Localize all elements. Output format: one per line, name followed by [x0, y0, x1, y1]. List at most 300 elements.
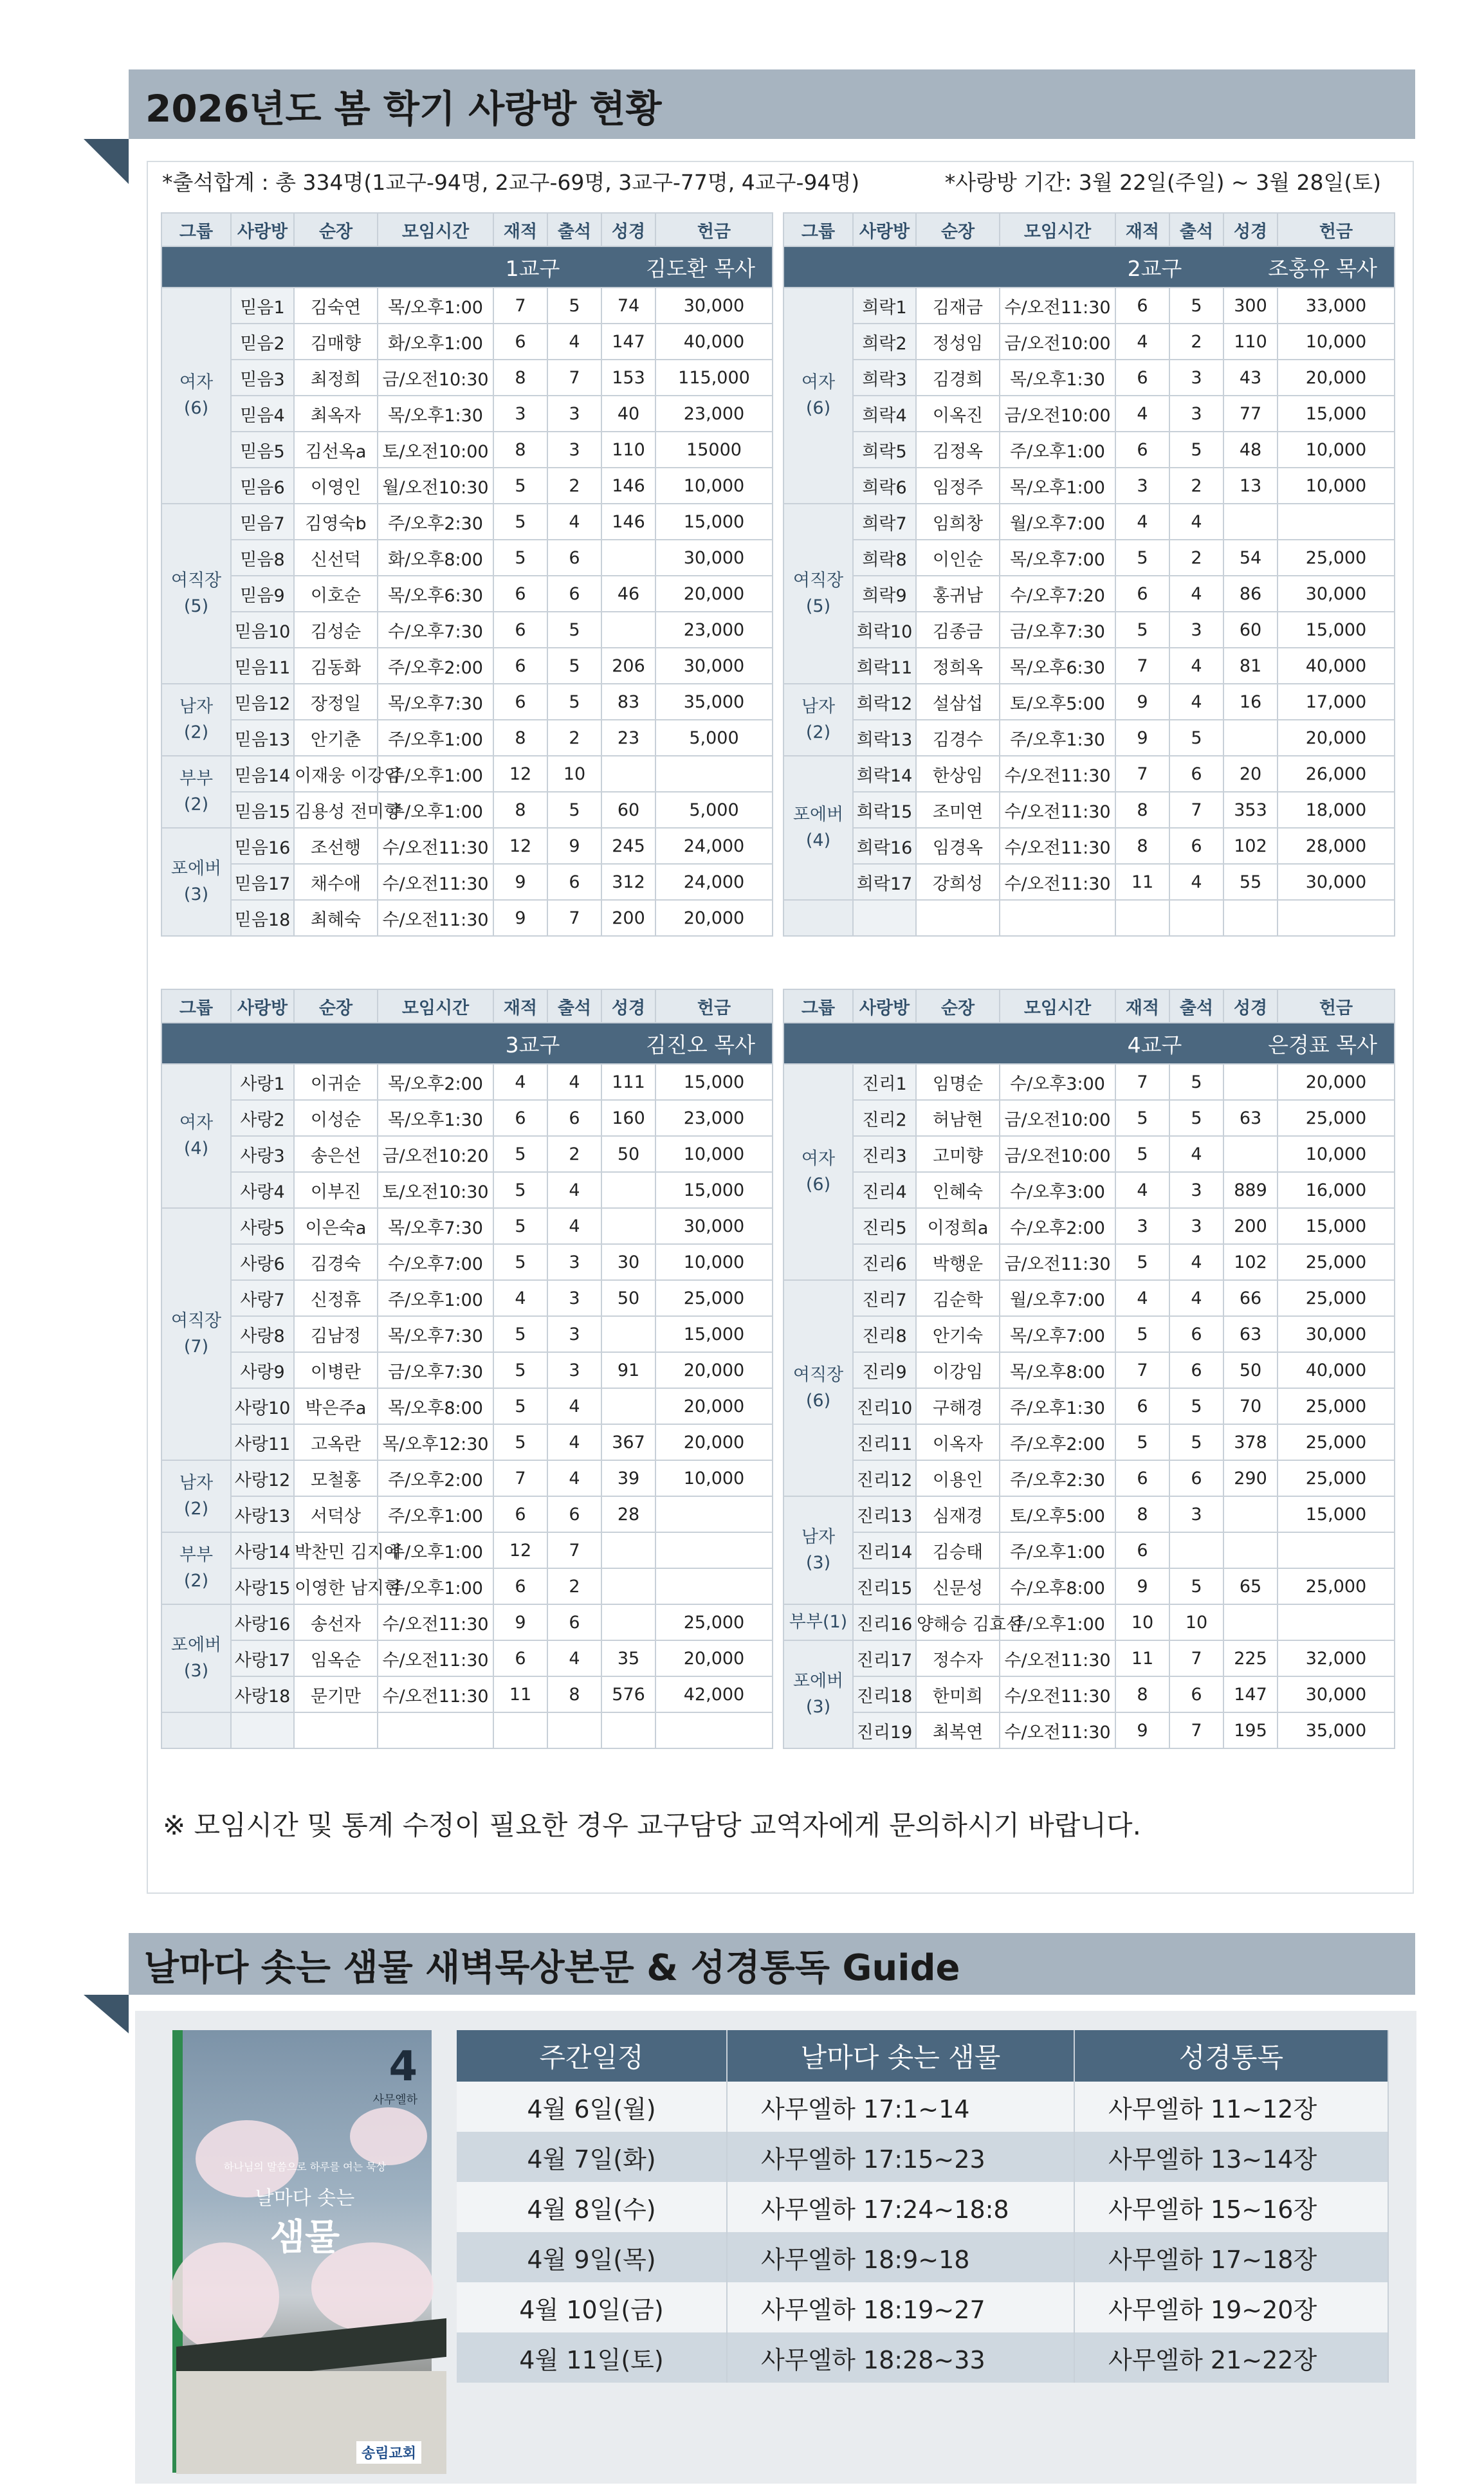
enrolled-count: 5 [493, 1172, 547, 1208]
offering-amount: 30,000 [1278, 864, 1395, 900]
leader-name: 고미향 [916, 1136, 1000, 1172]
table-row [783, 1352, 1395, 1388]
leader-name: 임경옥 [916, 828, 1000, 864]
parish-4-table [783, 989, 1395, 1749]
group-label: 여자 [179, 372, 214, 392]
group-label: 여직장 [792, 571, 844, 591]
bible-count: 353 [1223, 792, 1278, 828]
parish-band-cell [161, 246, 773, 288]
bible-reading: 사무엘하 21~22장 [1074, 2332, 1388, 2383]
room-name: 희락10 [853, 612, 916, 648]
offering-amount [655, 756, 773, 792]
attendance-count: 7 [547, 900, 601, 936]
leader-name: 심재경 [916, 1496, 1000, 1532]
column-header: 출석 [1169, 213, 1223, 246]
offering-amount: 20,000 [655, 576, 773, 612]
bible-count: 200 [601, 900, 655, 936]
table-row [161, 1568, 773, 1604]
leader-name: 김순학 [916, 1280, 1000, 1316]
column-header: 재적 [1115, 213, 1169, 246]
meeting-time: 주/오후1:30 [1000, 1388, 1115, 1424]
attendance-count: 6 [547, 1100, 601, 1136]
bible-count: 290 [1223, 1460, 1278, 1496]
leader-name: 최옥자 [294, 396, 378, 432]
leader-name: 김용성 전미향 [294, 792, 378, 828]
group-label-cell [783, 1640, 853, 1748]
enrolled-count: 5 [493, 1316, 547, 1352]
offering-amount [655, 1532, 773, 1568]
room-name: 사랑1 [231, 1064, 294, 1100]
bible-count: 889 [1223, 1172, 1278, 1208]
room-name: 믿음8 [231, 540, 294, 576]
bible-count: 74 [601, 288, 655, 324]
room-name: 믿음2 [231, 324, 294, 360]
room-name: 희락2 [853, 324, 916, 360]
guide-row [457, 2132, 1388, 2182]
bible-count [601, 1532, 655, 1568]
table-row [161, 288, 773, 324]
offering-amount [655, 1568, 773, 1604]
offering-amount: 15,000 [1278, 396, 1395, 432]
column-header: 헌금 [1278, 213, 1395, 246]
attendance-count: 7 [1169, 792, 1223, 828]
table-row [161, 720, 773, 756]
room-name: 진리12 [853, 1460, 916, 1496]
attendance-count: 3 [1169, 360, 1223, 396]
meeting-time: 수/오후7:00 [378, 1244, 493, 1280]
meeting-time: 수/오전11:30 [1000, 288, 1115, 324]
column-header: 그룹 [161, 989, 231, 1023]
bible-reading: 사무엘하 19~20장 [1074, 2282, 1388, 2332]
parish-1-table [161, 212, 773, 937]
meeting-time: 토/오전10:00 [378, 432, 493, 468]
offering-amount: 25,000 [1278, 1280, 1395, 1316]
group-count: (3) [183, 1661, 209, 1681]
leader-name: 이정희a [916, 1208, 1000, 1244]
leader-name: 김재금 [916, 288, 1000, 324]
enrolled-count: 8 [1115, 1496, 1169, 1532]
offering-amount: 20,000 [655, 1388, 773, 1424]
meeting-time: 화/오후1:00 [378, 324, 493, 360]
leader-name: 신문성 [916, 1568, 1000, 1604]
table-row [161, 1496, 773, 1532]
leader-name: 김매향 [294, 324, 378, 360]
offering-amount: 15,000 [655, 1316, 773, 1352]
cover-subtitle: 하나님의 말씀으로 하루를 여는 묵상 [223, 2161, 387, 2173]
offering-amount: 25,000 [1278, 1388, 1395, 1424]
bible-count: 111 [601, 1064, 655, 1100]
group-label-cell [783, 288, 853, 504]
enrolled-count: 4 [493, 1064, 547, 1100]
bible-count: 60 [601, 792, 655, 828]
table-row [783, 324, 1395, 360]
leader-name: 임명순 [916, 1064, 1000, 1100]
column-header: 순장 [916, 989, 1000, 1023]
guide-column-header: 성경통독 [1074, 2030, 1388, 2082]
attendance-count: 6 [547, 1496, 601, 1532]
attendance-count: 4 [1169, 648, 1223, 684]
offering-amount: 20,000 [1278, 1064, 1395, 1100]
attendance-count: 6 [1169, 1316, 1223, 1352]
meeting-time: 주/오후1:00 [1000, 1604, 1115, 1640]
meeting-time: 목/오후6:30 [1000, 648, 1115, 684]
offering-amount: 26,000 [1278, 756, 1395, 792]
offering-amount: 115,000 [655, 360, 773, 396]
meeting-time: 주/오후1:00 [1000, 432, 1115, 468]
meeting-time: 목/오후1:30 [378, 396, 493, 432]
bible-count: 50 [1223, 1352, 1278, 1388]
leader-name: 김경수 [916, 720, 1000, 756]
enrolled-count: 12 [493, 828, 547, 864]
schedule-date: 4월 10일(금) [457, 2282, 727, 2332]
column-header: 재적 [1115, 989, 1169, 1023]
column-header: 그룹 [161, 213, 231, 246]
room-name: 믿음9 [231, 576, 294, 612]
attendance-count: 3 [1169, 612, 1223, 648]
table-row [783, 468, 1395, 504]
parish-name: 2교구 [1127, 255, 1182, 281]
leader-name: 이성순 [294, 1100, 378, 1136]
table-row [161, 1136, 773, 1172]
enrolled-count: 9 [1115, 720, 1169, 756]
meeting-time: 목/오후2:00 [378, 1064, 493, 1100]
bible-count: 28 [601, 1496, 655, 1532]
column-header: 그룹 [783, 213, 853, 246]
bible-count: 378 [1223, 1424, 1278, 1460]
leader-name: 이귀순 [294, 1064, 378, 1100]
attendance-count: 4 [547, 1172, 601, 1208]
group-label: 포에버 [792, 1671, 844, 1691]
parish-2-table [783, 212, 1395, 937]
meeting-time: 목/오후7:00 [1000, 540, 1115, 576]
attendance-count: 10 [1169, 1604, 1223, 1640]
group-label-cell [161, 1532, 231, 1604]
leader-name: 임옥순 [294, 1640, 378, 1676]
bible-count: 200 [1223, 1208, 1278, 1244]
offering-amount: 23,000 [655, 396, 773, 432]
attendance-count: 6 [1169, 756, 1223, 792]
room-name: 사랑8 [231, 1316, 294, 1352]
meeting-time: 목/오후8:00 [378, 1388, 493, 1424]
group-count: (2) [183, 722, 209, 742]
leader-name: 안기숙 [916, 1316, 1000, 1352]
offering-amount: 18,000 [1278, 792, 1395, 828]
enrolled-count: 4 [493, 1280, 547, 1316]
table-row [783, 1172, 1395, 1208]
group-label: 부부 [179, 1545, 214, 1565]
column-header: 순장 [916, 213, 1000, 246]
bible-count: 102 [1223, 828, 1278, 864]
group-label-cell [161, 684, 231, 756]
table-row [161, 324, 773, 360]
attendance-count: 4 [547, 1424, 601, 1460]
group-count: (3) [183, 884, 209, 904]
leader-name: 구해경 [916, 1388, 1000, 1424]
attendance-count: 3 [547, 396, 601, 432]
room-name: 사랑18 [231, 1676, 294, 1712]
enrolled-count: 5 [1115, 1244, 1169, 1280]
group-label-cell [161, 504, 231, 684]
room-name: 사랑6 [231, 1244, 294, 1280]
bible-count: 300 [1223, 288, 1278, 324]
attendance-count: 3 [547, 1244, 601, 1280]
leader-name: 최복연 [916, 1712, 1000, 1748]
meeting-time: 주/오후2:00 [1000, 1424, 1115, 1460]
enrolled-count: 5 [1115, 1424, 1169, 1460]
group-count: (3) [805, 1697, 831, 1717]
attendance-count: 5 [1169, 1424, 1223, 1460]
leader-name: 양해승 김효선 [916, 1604, 1000, 1640]
offering-amount: 40,000 [655, 324, 773, 360]
meeting-time: 수/오전11:30 [378, 864, 493, 900]
table-row [783, 1496, 1395, 1532]
enrolled-count: 6 [493, 1100, 547, 1136]
offering-amount: 15,000 [655, 504, 773, 540]
offering-amount: 15,000 [1278, 1208, 1395, 1244]
column-header: 사랑방 [231, 989, 294, 1023]
offering-amount [1278, 1532, 1395, 1568]
room-name: 진리6 [853, 1244, 916, 1280]
room-name: 진리19 [853, 1712, 916, 1748]
group-count: (4) [805, 830, 831, 850]
room-name: 희락11 [853, 648, 916, 684]
enrolled-count: 4 [1115, 1280, 1169, 1316]
table-row [783, 1136, 1395, 1172]
room-name: 믿음5 [231, 432, 294, 468]
table-row [161, 1640, 773, 1676]
meeting-time: 수/오전11:30 [378, 1676, 493, 1712]
enrolled-count: 4 [1115, 324, 1169, 360]
table-row [161, 1388, 773, 1424]
group-label-cell [161, 1460, 231, 1532]
attendance-count: 4 [1169, 576, 1223, 612]
leader-name: 모철홍 [294, 1460, 378, 1496]
column-header: 헌금 [655, 213, 773, 246]
meeting-time: 수/오후8:00 [1000, 1568, 1115, 1604]
offering-amount: 15,000 [655, 1172, 773, 1208]
meeting-time: 수/오전11:30 [1000, 828, 1115, 864]
column-header-row [161, 989, 773, 1023]
bible-count: 86 [1223, 576, 1278, 612]
leader-name: 박은주a [294, 1388, 378, 1424]
offering-amount: 30,000 [1278, 1316, 1395, 1352]
room-name [853, 900, 916, 936]
room-name: 진리16 [853, 1604, 916, 1640]
leader-name: 이영인 [294, 468, 378, 504]
group-label-cell [161, 828, 231, 936]
meeting-time: 수/오후2:00 [1000, 1208, 1115, 1244]
meeting-time: 화/오후8:00 [378, 540, 493, 576]
offering-amount: 28,000 [1278, 828, 1395, 864]
attendance-count: 7 [1169, 1712, 1223, 1748]
bible-count: 576 [601, 1676, 655, 1712]
room-name: 사랑16 [231, 1604, 294, 1640]
room-name: 사랑5 [231, 1208, 294, 1244]
leader-name: 한미희 [916, 1676, 1000, 1712]
table-row [161, 1172, 773, 1208]
enrolled-count [493, 1712, 547, 1748]
group-count: (6) [183, 398, 209, 418]
meeting-time: 주/오후1:00 [378, 1496, 493, 1532]
meeting-time: 주/오후1:00 [378, 1568, 493, 1604]
parish-pastor: 김진오 목사 [646, 1032, 755, 1058]
enrolled-count: 7 [493, 288, 547, 324]
room-name: 진리13 [853, 1496, 916, 1532]
devotional-cover-image [172, 2030, 432, 2473]
group-label-cell [161, 1064, 231, 1208]
bible-count [601, 612, 655, 648]
meeting-time: 수/오전11:30 [1000, 792, 1115, 828]
group-label: 여직장 [792, 1365, 844, 1385]
attendance-count: 4 [547, 1064, 601, 1100]
attendance-count: 5 [1169, 1064, 1223, 1100]
table-row [161, 792, 773, 828]
table-row [161, 1424, 773, 1460]
title-banner [129, 69, 1415, 139]
column-header: 모임시간 [378, 989, 493, 1023]
table-row [783, 540, 1395, 576]
table-row [783, 1604, 1395, 1640]
group-label: 남자 [179, 697, 214, 717]
table-row [783, 576, 1395, 612]
attendance-count: 5 [547, 612, 601, 648]
cover-title-line1: 날마다 솟는 [255, 2187, 355, 2210]
enrolled-count: 10 [1115, 1604, 1169, 1640]
offering-amount: 30,000 [655, 648, 773, 684]
enrolled-count: 5 [1115, 540, 1169, 576]
leader-name: 임희창 [916, 504, 1000, 540]
enrolled-count: 5 [493, 1136, 547, 1172]
enrolled-count: 8 [493, 720, 547, 756]
attendance-count: 2 [547, 720, 601, 756]
bible-count: 66 [1223, 1280, 1278, 1316]
meeting-time: 주/오후1:00 [378, 792, 493, 828]
attendance-count: 4 [547, 504, 601, 540]
room-name: 사랑14 [231, 1532, 294, 1568]
leader-name: 정희옥 [916, 648, 1000, 684]
leader-name: 김경희 [916, 360, 1000, 396]
enrolled-count: 9 [1115, 684, 1169, 720]
attendance-count: 3 [547, 1280, 601, 1316]
room-name: 희락3 [853, 360, 916, 396]
attendance-count: 7 [1169, 1640, 1223, 1676]
column-header: 성경 [1223, 213, 1278, 246]
column-header: 재적 [493, 989, 547, 1023]
meeting-time: 금/오전10:00 [1000, 396, 1115, 432]
group-count: (2) [183, 1499, 209, 1519]
leader-name: 장정일 [294, 684, 378, 720]
meeting-time: 월/오전10:30 [378, 468, 493, 504]
room-name: 사랑10 [231, 1388, 294, 1424]
bible-count [601, 1172, 655, 1208]
table-row [161, 1244, 773, 1280]
leader-name: 채수애 [294, 864, 378, 900]
offering-amount: 20,000 [1278, 720, 1395, 756]
attendance-total: *출석합계 : 총 334명(1교구-94명, 2교구-69명, 3교구-77명, 4교구-94명) [162, 170, 860, 195]
table-row [161, 576, 773, 612]
attendance-count: 2 [547, 1568, 601, 1604]
leader-name: 김정옥 [916, 432, 1000, 468]
table-row [161, 1532, 773, 1568]
table-row [161, 468, 773, 504]
bible-count: 50 [601, 1136, 655, 1172]
leader-name: 송은선 [294, 1136, 378, 1172]
room-name: 믿음15 [231, 792, 294, 828]
bible-reading: 사무엘하 15~16장 [1074, 2182, 1388, 2232]
meeting-time: 주/오후1:00 [378, 756, 493, 792]
room-name: 희락14 [853, 756, 916, 792]
bible-count [601, 540, 655, 576]
attendance-count: 5 [1169, 288, 1223, 324]
leader-name: 이호순 [294, 576, 378, 612]
guide-banner [129, 1933, 1415, 1995]
bible-count: 20 [1223, 756, 1278, 792]
offering-amount: 25,000 [1278, 1100, 1395, 1136]
schedule-date: 4월 9일(목) [457, 2232, 727, 2282]
leader-name: 박찬민 김지애 [294, 1532, 378, 1568]
meeting-time: 주/오후2:30 [1000, 1460, 1115, 1496]
meeting-time: 금/오전10:30 [378, 360, 493, 396]
room-name: 희락5 [853, 432, 916, 468]
group-count: (4) [183, 1139, 209, 1159]
devotional-passage: 사무엘하 17:1~14 [727, 2082, 1074, 2132]
bible-count: 48 [1223, 432, 1278, 468]
attendance-count [1169, 900, 1223, 936]
attendance-count: 6 [547, 576, 601, 612]
group-count: (6) [805, 1391, 831, 1411]
enrolled-count: 8 [1115, 1676, 1169, 1712]
bible-count: 35 [601, 1640, 655, 1676]
room-name: 희락17 [853, 864, 916, 900]
devotional-passage: 사무엘하 18:9~18 [727, 2232, 1074, 2282]
room-name: 진리7 [853, 1280, 916, 1316]
bible-count: 43 [1223, 360, 1278, 396]
devotional-passage: 사무엘하 17:24~18:8 [727, 2182, 1074, 2232]
leader-name: 김선옥a [294, 432, 378, 468]
group-count: (5) [805, 596, 831, 616]
offering-amount: 20,000 [655, 1352, 773, 1388]
offering-amount: 25,000 [1278, 1424, 1395, 1460]
bible-count: 65 [1223, 1568, 1278, 1604]
group-count: (2) [183, 794, 209, 814]
offering-amount [1278, 1604, 1395, 1640]
notice-text: ※ 모임시간 및 통계 수정이 필요한 경우 교구담당 교역자에게 문의하시기 바랍니다. [163, 1809, 1141, 1841]
meeting-time [1000, 900, 1115, 936]
room-name: 진리1 [853, 1064, 916, 1100]
leader-name: 이인순 [916, 540, 1000, 576]
attendance-count: 2 [547, 1136, 601, 1172]
bible-count: 225 [1223, 1640, 1278, 1676]
table-row [161, 1352, 773, 1388]
enrolled-count: 7 [1115, 1352, 1169, 1388]
leader-name: 고옥란 [294, 1424, 378, 1460]
table-row [161, 360, 773, 396]
parish-name: 3교구 [505, 1032, 560, 1058]
attendance-count: 4 [1169, 1280, 1223, 1316]
offering-amount: 25,000 [1278, 540, 1395, 576]
table-row [161, 684, 773, 720]
room-name: 진리10 [853, 1388, 916, 1424]
meeting-time: 수/오전11:30 [1000, 1712, 1115, 1748]
meeting-time: 월/오후7:00 [1000, 504, 1115, 540]
table-row [783, 864, 1395, 900]
offering-amount: 30,000 [655, 540, 773, 576]
bible-count: 147 [601, 324, 655, 360]
meeting-time: 목/오후1:30 [1000, 360, 1115, 396]
leader-name: 김경숙 [294, 1244, 378, 1280]
leader-name: 문기만 [294, 1676, 378, 1712]
leader-name: 이부진 [294, 1172, 378, 1208]
